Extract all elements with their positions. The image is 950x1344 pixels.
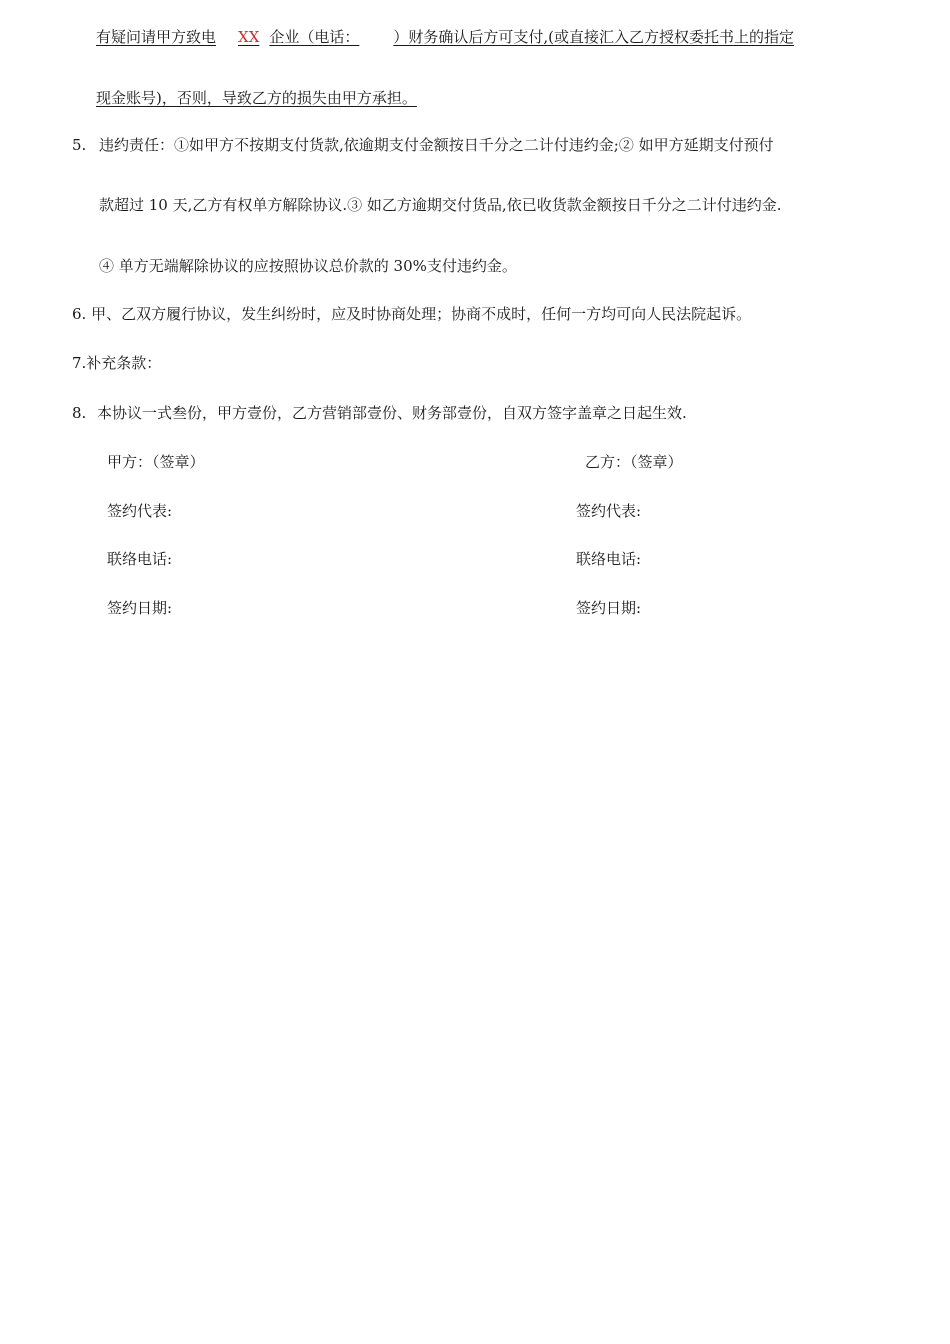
clause5-number: 5. — [72, 136, 87, 154]
clause5-line3: ④ 单方无端解除协议的应按照协议总价款的 30%支付违约金。 — [99, 257, 517, 275]
clause5-line1: 违约责任：①如甲方不按期支付货款,依逾期支付金额按日千分之二计付违约金;② 如甲方延期支付预付 — [99, 136, 774, 154]
clause6: 6. 甲、乙双方履行协议，发生纠纷时，应及时协商处理；协商不成时，任何一方均可向人民法院起诉。 — [72, 305, 752, 323]
party-b-rep: 签约代表: — [576, 502, 642, 520]
clause5-line2: 款超过 10 天,乙方有权单方解除协议.③ 如乙方逾期交付货品,依已收货款金额按日千分之二计付违约金. — [99, 196, 782, 214]
clause4-line1 — [96, 27, 794, 47]
party-a-phone: 联络电话: — [107, 550, 173, 568]
party-b-title: 乙方：（签章） — [585, 453, 683, 471]
party-a-rep: 签约代表: — [107, 502, 173, 520]
clause4-text-a: 有疑问请甲方致电 — [96, 28, 217, 46]
clause4-text-c: ）财务确认后方可支付,(或直接汇入乙方授权委托书上的指定 — [393, 28, 795, 46]
party-b-phone: 联络电话: — [576, 550, 642, 568]
clause4-text-b: 企业（电话： — [269, 28, 360, 46]
party-b-date: 签约日期: — [576, 599, 642, 617]
party-a-date: 签约日期: — [107, 599, 173, 617]
clause4-line2: 现金账号)，否则，导致乙方的损失由甲方承担。 — [96, 89, 417, 107]
clause8: 本协议一式叁份，甲方壹份，乙方营销部壹份、财务部壹份，自双方签字盖章之日起生效. — [97, 404, 687, 422]
clause7: 7.补充条款： — [72, 354, 162, 372]
clause8-number: 8. — [72, 404, 87, 422]
party-a-title: 甲方：（签章） — [107, 453, 205, 471]
company-placeholder: XX — [238, 28, 260, 46]
